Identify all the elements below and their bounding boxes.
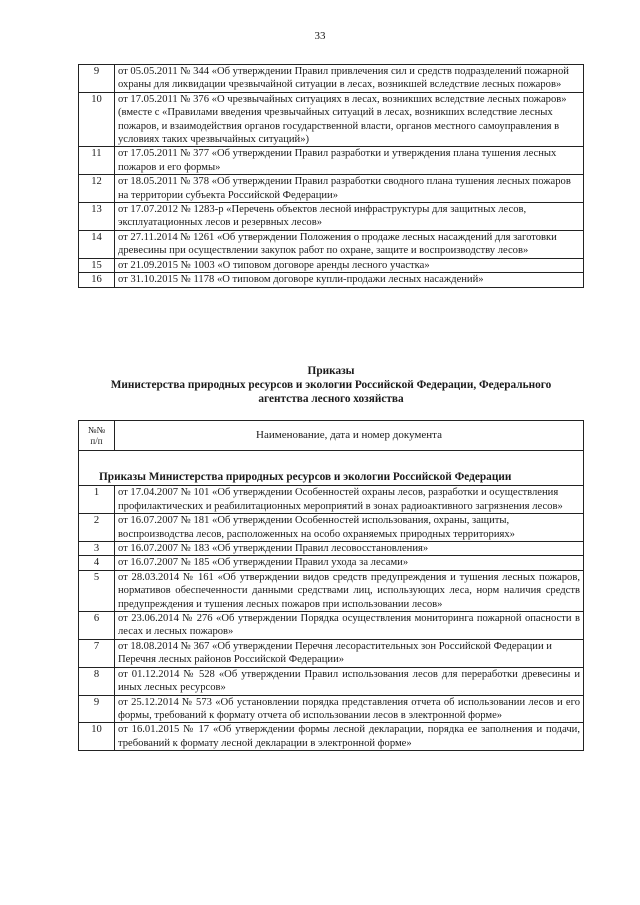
number-header-line: п/п — [90, 435, 103, 446]
row-text: от 16.07.2007 № 185 «Об утверждении Правил ухода за лесами» — [115, 556, 584, 570]
row-number: 4 — [79, 556, 115, 570]
table-row — [79, 258, 584, 272]
row-text: от 31.10.2015 № 1178 «О типовом договоре купли-продажи лесных насаждений» — [115, 273, 584, 287]
row-number: 9 — [79, 695, 115, 723]
table-row — [79, 65, 584, 93]
table-row — [79, 723, 584, 751]
table-row — [79, 175, 584, 203]
row-number: 10 — [79, 92, 115, 147]
row-text: от 16.07.2007 № 181 «Об утверждении Особенностей использования, охраны, защиты, воспроизводства лесов, расположенных на особо охраняемых природных территориях» — [115, 514, 584, 542]
row-number: 12 — [79, 175, 115, 203]
number-column-header — [79, 421, 115, 451]
table-row — [79, 667, 584, 695]
number-header-line: №№ — [87, 424, 106, 435]
name-column-header: Наименование, дата и номер документа — [115, 421, 584, 451]
table-row — [79, 486, 584, 514]
row-text: от 17.07.2012 № 1283-р «Перечень объектов лесной инфраструктуры для защитных лесов, эксплуатационных лесов и резервных лесов» — [115, 203, 584, 231]
row-number: 2 — [79, 514, 115, 542]
group-header-row — [79, 451, 584, 486]
ministry-orders-table — [78, 420, 584, 751]
row-text: от 17.04.2007 № 101 «Об утверждении Особенностей охраны лесов, разработки и осуществления профилактических и реабилитационных мероприятий в зонах радиоактивного загрязнения лесов» — [115, 486, 584, 514]
page-number: 33 — [314, 30, 326, 42]
table-row — [79, 542, 584, 556]
table-row — [79, 92, 584, 147]
row-number: 7 — [79, 639, 115, 667]
row-text: от 01.12.2014 № 528 «Об утверждении Правил использования лесов для переработки древесины и иных лесных ресурсов» — [115, 667, 584, 695]
row-number: 13 — [79, 203, 115, 231]
row-text: от 21.09.2015 № 1003 «О типовом договоре аренды лесного участка» — [115, 258, 584, 272]
row-number: 5 — [79, 570, 115, 611]
table-row — [79, 695, 584, 723]
table-row — [79, 612, 584, 640]
table-row — [79, 273, 584, 287]
row-number: 14 — [79, 230, 115, 258]
row-text: от 27.11.2014 № 1261 «Об утверждении Положения о продаже лесных насаждений для заготовки древесины при осуществлении закупок работ по охране, защите и воспроизводству лесов» — [115, 230, 584, 258]
row-text: от 23.06.2014 № 276 «Об утверждении Порядка осуществления мониторинга пожарной опасности в лесах и лесных пожаров» — [115, 612, 584, 640]
row-text: от 05.05.2011 № 344 «Об утверждении Правил привлечения сил и средств подразделений пожарной охраны для ликвидации чрезвычайной ситуации в лесах, возникшей вследствие лесных пожаров» — [115, 65, 584, 93]
table-header-row — [79, 421, 584, 451]
group-title: Приказы Министерства природных ресурсов и экологии Российской Федерации — [79, 451, 584, 486]
row-text: от 17.05.2011 № 376 «О чрезвычайных ситуациях в лесах, возникших вследствие лесных пожаров» (вместе с «Правилами введения чрезвычайных ситуаций в лесах, возникших вследствие лесных пожаров, и взаимодействия органов государственной власти, органов местного самоуправления в условиях таких чрезвычайных ситуаций») — [115, 92, 584, 147]
section-heading-line: Приказы — [307, 365, 355, 377]
section-heading — [78, 364, 584, 406]
row-text: от 25.12.2014 № 573 «Об установлении порядка представления отчета об использовании лесов и его формы, требований к формату отчета об использовании лесов в электронной форме» — [115, 695, 584, 723]
government-decrees-table — [78, 64, 584, 288]
table-row — [79, 639, 584, 667]
row-number: 8 — [79, 667, 115, 695]
table-row — [79, 230, 584, 258]
row-number: 16 — [79, 273, 115, 287]
row-text: от 17.05.2011 № 377 «Об утверждении Правил разработки и утверждения плана тушения лесных пожаров и его формы» — [115, 147, 584, 175]
table-row — [79, 570, 584, 611]
row-number: 15 — [79, 258, 115, 272]
table-row — [79, 203, 584, 231]
row-number: 10 — [79, 723, 115, 751]
row-number: 1 — [79, 486, 115, 514]
row-number: 3 — [79, 542, 115, 556]
table-row — [79, 514, 584, 542]
row-number: 11 — [79, 147, 115, 175]
table-row — [79, 147, 584, 175]
row-text: от 16.07.2007 № 183 «Об утверждении Правил лесовосстановления» — [115, 542, 584, 556]
row-number: 6 — [79, 612, 115, 640]
row-text: от 16.01.2015 № 17 «Об утверждении формы лесной декларации, порядка ее заполнения и подачи, требований к формату лесной декларации в электронной форме» — [115, 723, 584, 751]
row-text: от 18.05.2011 № 378 «Об утверждении Правил разработки сводного плана тушения лесных пожаров на территории субъекта Российской Федерации» — [115, 175, 584, 203]
section-heading-line: Министерства природных ресурсов и экологии Российской Федерации, Федерального — [110, 379, 552, 391]
table-row — [79, 556, 584, 570]
row-text: от 28.03.2014 № 161 «Об утверждении видов средств предупреждения и тушения лесных пожаров, нормативов обеспеченности данными средствами лиц, использующих леса, норм наличия средств предупреждения и тушения лесных пожаров при использовании лесов» — [115, 570, 584, 611]
row-number: 9 — [79, 65, 115, 93]
row-text: от 18.08.2014 № 367 «Об утверждении Перечня лесорастительных зон Российской Федерации и Перечня лесных районов Российской Федерации» — [115, 639, 584, 667]
section-heading-line: агентства лесного хозяйства — [258, 393, 404, 405]
